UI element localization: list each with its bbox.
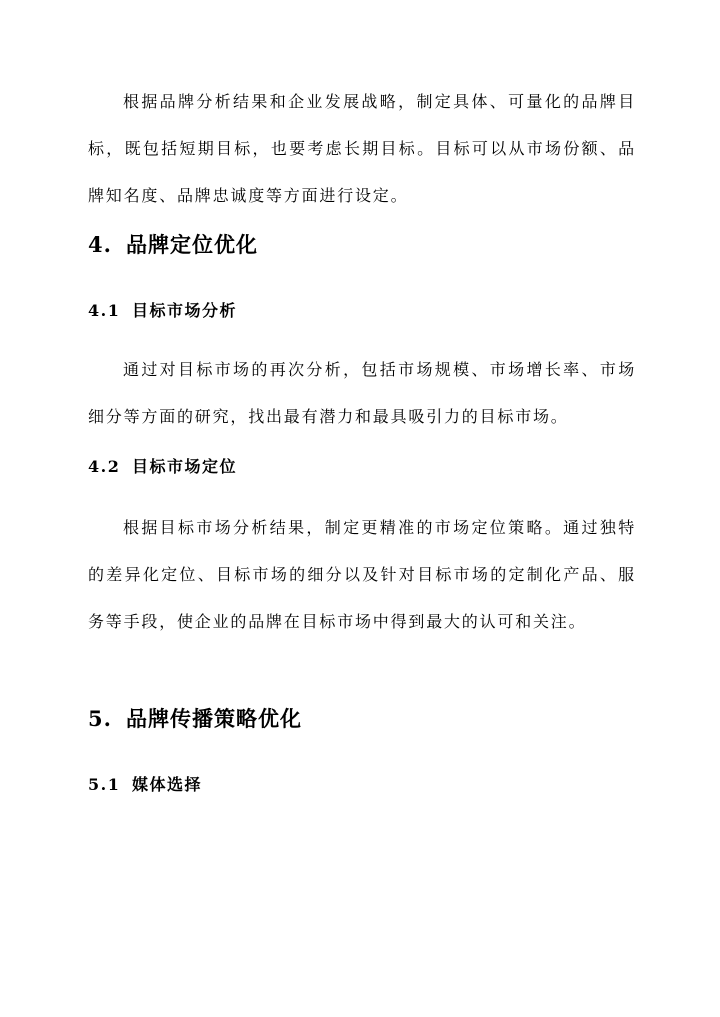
heading-number: 4.2	[88, 457, 121, 476]
heading-number: 5.1	[88, 775, 121, 794]
heading-number: 4.	[88, 232, 112, 257]
heading-title: 媒体选择	[132, 775, 203, 794]
heading-section-4-1	[88, 300, 237, 322]
heading-title: 品牌定位优化	[126, 232, 258, 257]
paragraph-target-market-analysis: 通过对目标市场的再次分析，包括市场规模、市场增长率、市场细分等方面的研究，找出最有潜力和最具吸引力的目标市场。	[88, 360, 636, 426]
paragraph-brand-goals: 根据品牌分析结果和企业发展战略，制定具体、可量化的品牌目标，既包括短期目标，也要考虑长期目标。目标可以从市场份额、品牌知名度、品牌忠诚度等方面进行设定。	[88, 92, 636, 205]
heading-title: 目标市场分析	[132, 301, 238, 320]
paragraph-target-market-positioning: 根据目标市场分析结果，制定更精准的市场定位策略。通过独特的差异化定位、目标市场的细分以及针对目标市场的定制化产品、服务等手段，使企业的品牌在目标市场中得到最大的认可和关注。	[88, 518, 636, 631]
heading-section-5	[88, 705, 302, 733]
heading-title: 品牌传播策略优化	[126, 706, 302, 731]
heading-section-4-2	[88, 456, 237, 478]
heading-number: 5.	[88, 706, 112, 731]
heading-section-5-1	[88, 774, 202, 796]
heading-section-4	[88, 231, 258, 259]
heading-number: 4.1	[88, 301, 121, 320]
heading-title: 目标市场定位	[132, 457, 238, 476]
